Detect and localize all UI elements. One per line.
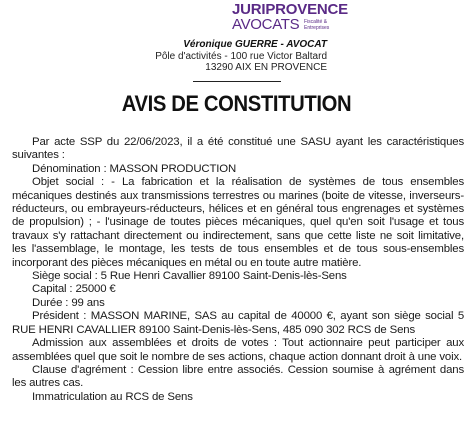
paragraph-duree: Durée : 99 ans xyxy=(32,296,105,309)
paragraph-siege-social: Siège social : 5 Rue Henri Cavallier 89100 Saint-Denis-lès-Sens xyxy=(32,270,347,283)
paragraph-president: Président : MASSON MARINE, SAS au capital de 40000 €, ayant son siège social 5 RUE HENRI CAVALLIER 89100 Saint-Denis-lès-Sens, 485 090 302 RCS de Sens xyxy=(12,310,464,336)
logo-line1: JURIPROVENCE xyxy=(232,1,348,18)
notice-title: AVIS DE CONSTITUTION xyxy=(121,91,352,116)
lawyer-contact xyxy=(155,39,327,74)
address-line1: Pôle d'activités - 100 rue Victor Baltard xyxy=(155,50,327,62)
address-line2: 13290 AIX EN PROVENCE xyxy=(205,62,327,73)
juriprovence-logo xyxy=(232,2,402,36)
lawyer-name: Véronique GUERRE xyxy=(183,39,278,50)
paragraph-clause-agrement: Clause d'agrément : Cession libre entre associés. Cession soumise à agrément dans les autres cas. xyxy=(12,363,464,390)
paragraph-intro: Par acte SSP du 22/06/2023, il a été constitué une SASU ayant les caractéristiques suivantes : xyxy=(12,136,464,162)
lawyer-title: AVOCAT xyxy=(286,39,327,50)
logo-line2: AVOCATS xyxy=(232,16,300,33)
paragraph-admission: Admission aux assemblées et droits de votes : Tout actionnaire peut participer aux assemblées quel que soit le nombre de ses actions, chaque action donnant droit à une voix. xyxy=(12,337,464,363)
lawyer-name-line: Véronique GUERRE - AVOCAT xyxy=(183,39,327,50)
header-divider xyxy=(193,81,281,82)
paragraph-capital: Capital : 25000 € xyxy=(32,283,116,296)
logo-tagline: Fiscalité & Entreprises xyxy=(304,19,330,31)
paragraph-immatriculation: Immatriculation au RCS de Sens xyxy=(32,390,193,403)
paragraph-objet-social: Objet social : - La fabrication et la réalisation de systèmes de tous ensembles mécaniques destinés aux transmissions terrestres ou marines (boite de vitesse, inverseurs-réducteurs, ou embrayeurs-réducteurs, hélices et en général tous engrenages et systèmes de propulsion) ; - l'usinage de toutes pièces mécaniques, quel qu'en soit l'usage et tous travaux s'y rattachant directement ou indirectement, sans que cette liste ne soit limitative, les l'assemblage, le montage, les tests de tous ensembles et de tous sous-ensembles incorporant des pièces mécaniques en métal ou en toute autre matière. xyxy=(12,176,464,269)
paragraph-denomination: Dénomination : MASSON PRODUCTION xyxy=(32,162,237,175)
notice-body xyxy=(12,136,464,404)
header xyxy=(0,0,473,92)
